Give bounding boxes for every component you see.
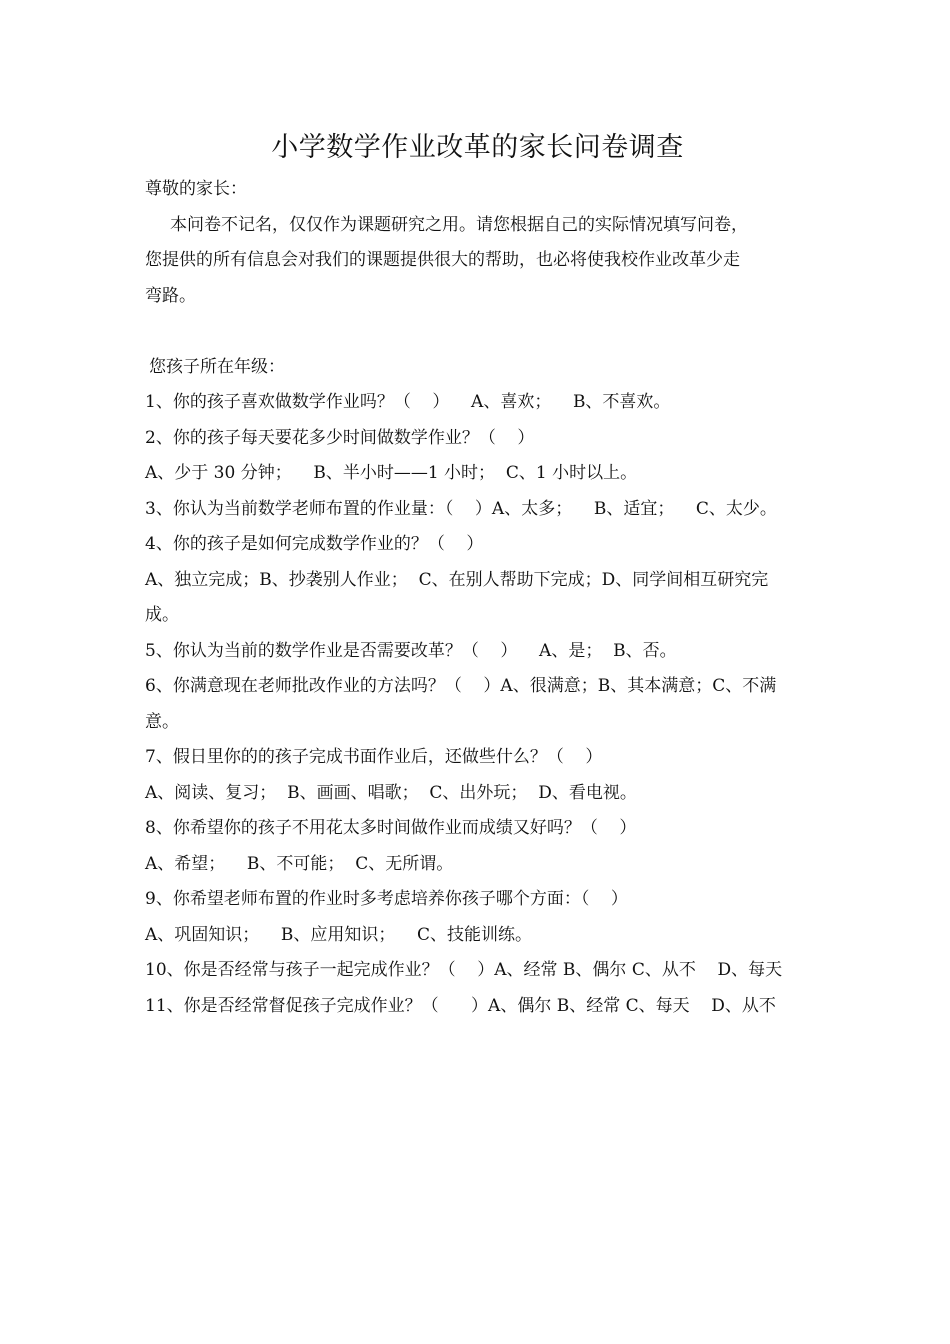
question-line: 5、你认为当前的数学作业是否需要改革？（ ） A、是； B、否。 bbox=[145, 640, 677, 661]
question-line: 11、你是否经常督促孩子完成作业？（ ）A、偶尔 B、经常 C、每天 D、从不 bbox=[145, 995, 776, 1016]
question-line: 10、你是否经常与孩子一起完成作业？（ ）A、经常 B、偶尔 C、从不 D、每天 bbox=[145, 960, 783, 980]
question-line: A、巩固知识； B、应用知识； C、技能训练。 bbox=[145, 924, 533, 945]
intro-line: 弯路。 bbox=[145, 285, 196, 306]
question-line: 8、你希望你的孩子不用花太多时间做作业而成绩又好吗？（ ） bbox=[145, 818, 637, 838]
document-body bbox=[145, 128, 810, 1024]
question-line: 1、你的孩子喜欢做数学作业吗？（ ） A、喜欢； B、不喜欢。 bbox=[145, 392, 671, 412]
question-line: A、希望； B、不可能； C、无所谓。 bbox=[145, 853, 454, 874]
question-line: A、少于 30 分钟； B、半小时——1 小时； C、1 小时以上。 bbox=[145, 463, 638, 483]
grade-prompt: 您孩子所在年级： bbox=[149, 356, 285, 377]
question-line: 意。 bbox=[145, 711, 179, 732]
question-line: 4、你的孩子是如何完成数学作业的？（ ） bbox=[145, 534, 484, 554]
document-title: 小学数学作业改革的家长问卷调查 bbox=[271, 132, 684, 163]
question-line: 3、你认为当前数学老师布置的作业量：（ ）A、太多； B、适宜； C、太少。 bbox=[145, 498, 777, 519]
question-line: A、阅读、复习； B、画画、唱歌； C、出外玩； D、看电视。 bbox=[145, 782, 637, 803]
question-line: A、独立完成；B、抄袭别人作业； C、在别人帮助下完成；D、同学间相互研究完 bbox=[145, 569, 769, 590]
question-line: 9、你希望老师布置的作业时多考虑培养你孩子哪个方面：（ ） bbox=[145, 889, 628, 909]
question-line: 2、你的孩子每天要花多少时间做数学作业？（ ） bbox=[145, 427, 535, 448]
blank-line bbox=[145, 314, 810, 350]
question-list bbox=[145, 385, 810, 1024]
question-line: 6、你满意现在老师批改作业的方法吗？（ ）A、很满意；B、其本满意；C、不满 bbox=[145, 676, 777, 696]
question-line: 成。 bbox=[145, 605, 179, 625]
intro-line: 本问卷不记名，仅仅作为课题研究之用。请您根据自己的实际情况填写问卷， bbox=[170, 214, 748, 235]
greeting: 尊敬的家长： bbox=[145, 179, 247, 199]
intro-line: 您提供的所有信息会对我们的课题提供很大的帮助，也必将使我校作业改革少走 bbox=[145, 250, 740, 270]
question-line: 7、假日里你的的孩子完成书面作业后，还做些什么？（ ） bbox=[145, 747, 603, 767]
intro-paragraph bbox=[145, 208, 810, 315]
